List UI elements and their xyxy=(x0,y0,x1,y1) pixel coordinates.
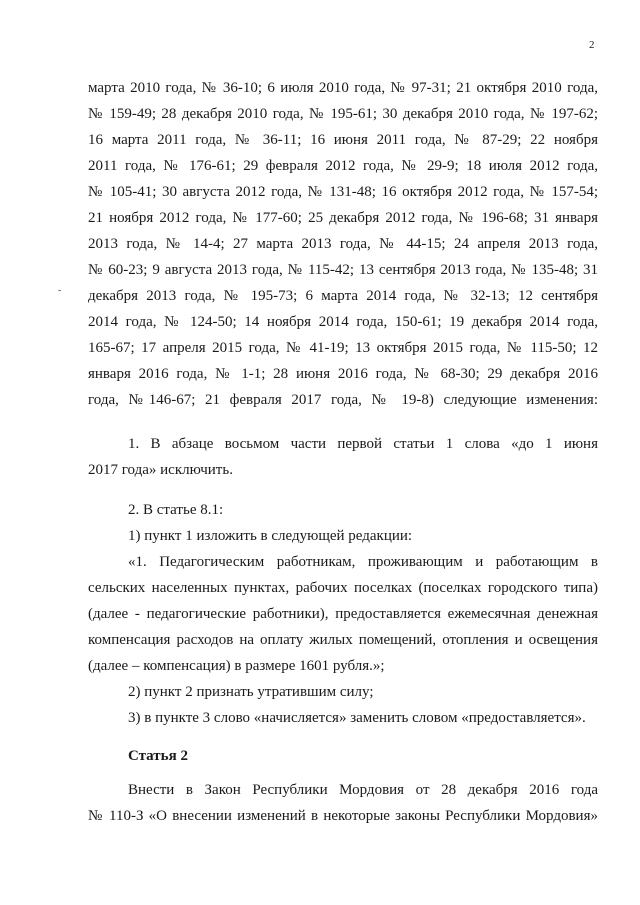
intro-line: 2013 года, № 14-4; 27 марта 2013 года, № 44-15; 24 апреля 2013 года, xyxy=(88,236,598,252)
quote-line: (далее – компенсация) в размере 1601 рубля.»; xyxy=(88,658,385,674)
item1-line: 1. В абзаце восьмом части первой статьи 1 слова «до 1 июня xyxy=(128,436,598,452)
intro-line: 2014 года, № 124-50; 14 ноября 2014 года, 150-61; 19 декабря 2014 года, xyxy=(88,314,598,330)
intro-line: 2011 года, № 176-61; 29 февраля 2012 года, № 29-9; 18 июля 2012 года, xyxy=(88,158,598,174)
item2-sub2: 2) пункт 2 признать утратившим силу; xyxy=(128,684,374,700)
margin-mark: - xyxy=(58,285,62,296)
quote-line: (далее - педагогические работники), предоставляется ежемесячная денежная xyxy=(88,606,598,622)
intro-line: 165-67; 17 апреля 2015 года, № 41-19; 13 октября 2015 года, № 115-50; 12 xyxy=(88,340,598,356)
quote-line: «1. Педагогическим работникам, проживающим и работающим в xyxy=(128,554,598,570)
article-heading: Статья 2 xyxy=(128,748,188,764)
intro-line: № 105-41; 30 августа 2012 года, № 131-48; 16 октября 2012 года, № 157-54; xyxy=(88,184,598,200)
intro-line: 21 ноября 2012 года, № 177-60; 25 декабря 2012 года, № 196-68; 31 января xyxy=(88,210,598,226)
intro-line: года, №146-67; 21 февраля 2017 года, № 19-8) следующие изменения: xyxy=(88,392,598,408)
page-number: 2 xyxy=(589,39,595,51)
intro-line: № 159-49; 28 декабря 2010 года, № 195-61; 30 декабря 2010 года, № 197-62; xyxy=(88,106,598,122)
intro-line: марта 2010 года, № 36-10; 6 июля 2010 года, № 97-31; 21 октября 2010 года, xyxy=(88,80,598,96)
item2-sub3: 3) в пункте 3 слово «начисляется» заменить словом «предоставляется». xyxy=(128,710,586,726)
intro-line: 16 марта 2011 года, № 36-11; 16 июня 2011 года, № 87-29; 22 ноября xyxy=(88,132,598,148)
quote-line: компенсация расходов на оплату жилых помещений, отопления и освещения xyxy=(88,632,598,648)
item2-title: 2. В статье 8.1: xyxy=(128,502,224,518)
intro-line: № 60-23; 9 августа 2013 года, № 115-42; 13 сентября 2013 года, № 135-48; 31 xyxy=(88,262,598,278)
intro-line: декабря 2013 года, № 195-73; 6 марта 2014 года, № 32-13; 12 сентября xyxy=(88,288,598,304)
quote-line: сельских населенных пунктах, рабочих поселках (поселках городского типа) xyxy=(88,580,598,596)
item1-line: 2017 года» исключить. xyxy=(88,462,233,478)
article2-line: № 110-З «О внесении изменений в некоторые законы Республики Мордовия» xyxy=(88,808,598,824)
item2-sub1: 1) пункт 1 изложить в следующей редакции: xyxy=(128,528,413,544)
intro-line: января 2016 года, № 1-1; 28 июня 2016 года, № 68-30; 29 декабря 2016 xyxy=(88,366,598,382)
article2-line: Внести в Закон Республики Мордовия от 28 декабря 2016 года xyxy=(128,782,598,798)
